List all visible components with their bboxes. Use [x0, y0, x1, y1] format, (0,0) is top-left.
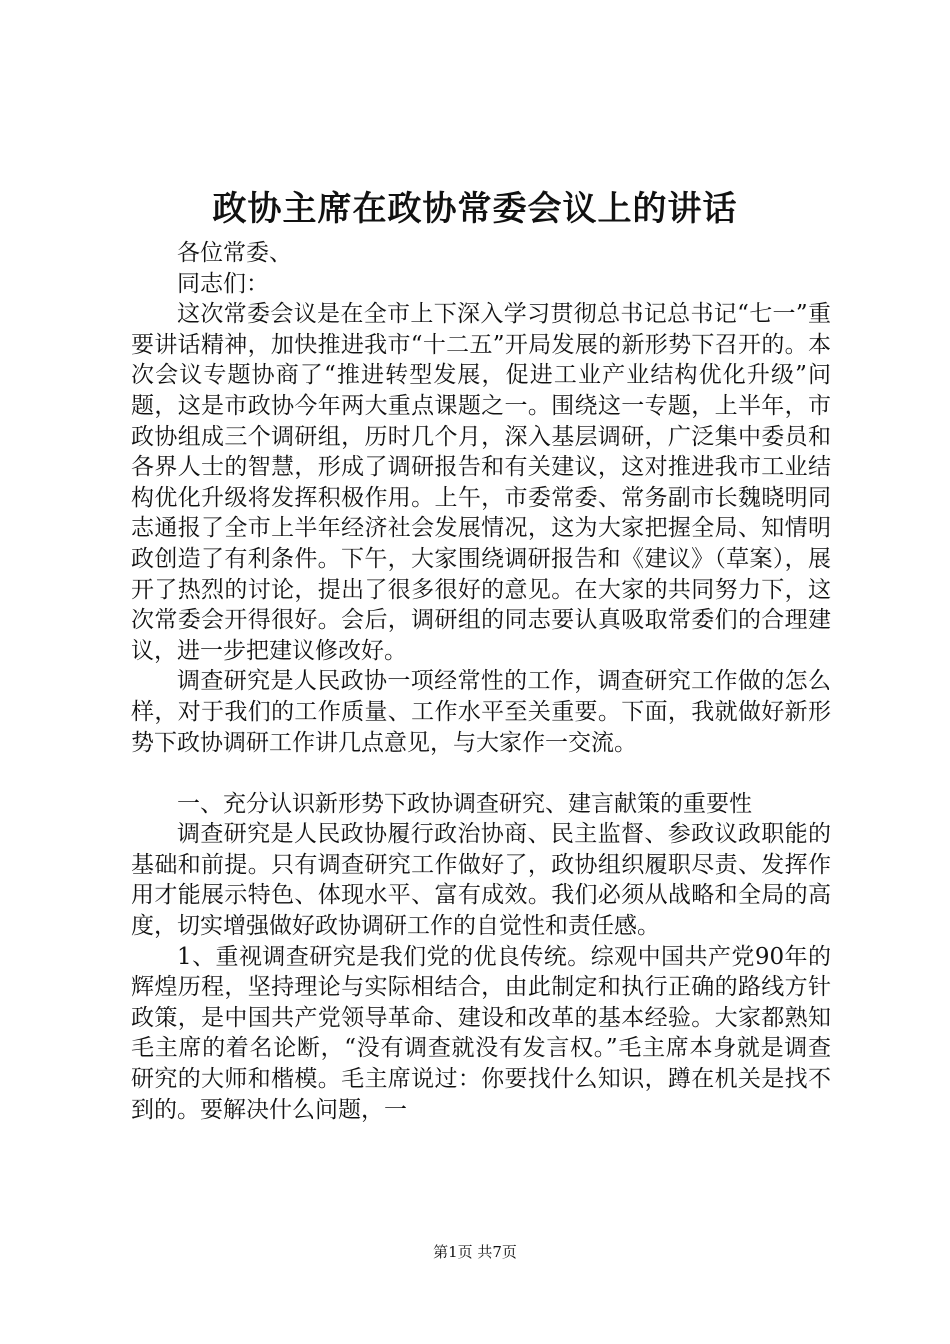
paragraph-4: 1、重视调查研究是我们党的优良传统。综观中国共产党90年的辉煌历程，坚持理论与实际相结合，由此制定和执行正确的路线方针政策，是中国共产党领导革命、建设和改革的基本经验。大家都熟知毛主席的着名论断，“没有调查就没有发言权。”毛主席本身就是调查研究的大师和楷模。毛主席说过：你要找什么知识，蹲在机关是找不到的。要解决什么问题，一	[131, 943, 831, 1123]
paragraph-2: 调查研究是人民政协一项经常性的工作，调查研究工作做的怎么样，对于我们的工作质量、工作水平至关重要。下面，我就做好新形势下政协调研工作讲几点意见，与大家作一交流。	[131, 668, 831, 756]
paragraph-3: 调查研究是人民政协履行政治协商、民主监督、参政议政职能的基础和前提。只有调查研究工作做好了，政协组织履职尽责、发挥作用才能展示特色、体现水平、富有成效。我们必须从战略和全局的高度，切实增强做好政协调研工作的自觉性和责任感。	[131, 821, 831, 940]
greeting-line-2: 同志们：	[177, 270, 269, 297]
section-heading-1: 一、充分认识新形势下政协调查研究、建言献策的重要性	[177, 790, 752, 817]
document-title: 政协主席在政协常委会议上的讲话	[212, 189, 738, 229]
page-number-footer: 第1页 共7页	[433, 1243, 517, 1261]
greeting-line-1: 各位常委、	[177, 240, 292, 266]
paragraph-1: 这次常委会议是在全市上下深入学习贯彻总书记总书记“七一”重要讲话精神，加快推进我市“十二五”开局发展的新形势下召开的。本次会议专题协商了“推进转型发展，促进工业产业结构优化升级”问题，这是市政协今年两大重点课题之一。围绕这一专题，上半年，市政协组成三个调研组，历时几个月，深入基层调研，广泛集中委员和各界人士的智慧，形成了调研报告和有关建议，这对推进我市工业结构优化升级将发挥积极作用。上午，市委常委、常务副市长魏晓明同志通报了全市上半年经济社会发展情况，这为大家把握全局、知情明政创造了有利条件。下午，大家围绕调研报告和《建议》（草案），展开了热烈的讨论，提出了很多很好的意见。在大家的共同努力下，这次常委会开得很好。会后，调研组的同志要认真吸取常委们的合理建议，进一步把建议修改好。	[131, 301, 831, 664]
document-body	[131, 238, 831, 1125]
paragraph-gap	[131, 758, 831, 789]
